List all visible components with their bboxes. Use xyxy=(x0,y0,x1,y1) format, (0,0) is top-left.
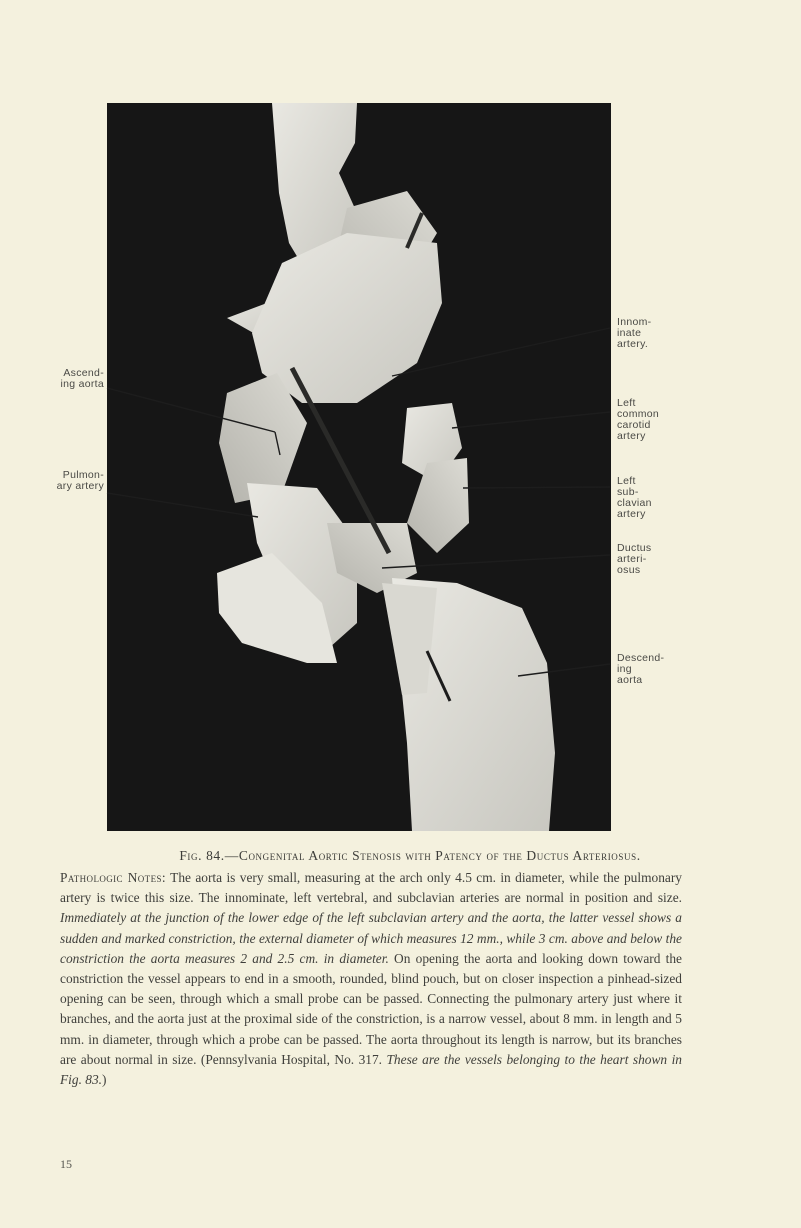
label-line: inate xyxy=(617,327,642,339)
label-ductus-arteriosus xyxy=(617,543,651,576)
label-line: common xyxy=(617,408,660,420)
specimen-photograph xyxy=(107,103,611,831)
label-line: Pulmon- xyxy=(62,469,104,481)
notes-italic-2: These are the vessels belonging to the heart shown in Fig. 83. xyxy=(60,1051,682,1088)
label-line: clavian xyxy=(617,497,652,509)
label-line: osus xyxy=(617,564,641,576)
notes-close: ) xyxy=(102,1072,107,1088)
notes-text-2: On opening the aorta and looking down toward the constriction the vessel appears to end in a smooth, rounded, blind pouch, but on closer inspection a pinhead-sized opening can be seen, through which a small probe can be passed. Connecting the pulmonary artery just where it branches, and the aorta just at the proximal side of the constriction, is a narrow vessel, about 8 mm. in length and 5 mm. in diameter, through which a probe can be passed. The aorta throughout its length is narrow, but its branches are about normal in size. (Pennsylvania Hospital, No. 317. xyxy=(60,950,683,1067)
pathologic-notes-paragraph xyxy=(60,868,682,1090)
label-line: Ductus xyxy=(617,542,652,554)
figure-caption: Fig. 84.—Congenital Aortic Stenosis with Patency of the Ductus Arteriosus. xyxy=(179,848,641,863)
label-left-subclavian-artery xyxy=(617,476,652,520)
label-line: Left xyxy=(617,475,636,487)
label-ascending-aorta xyxy=(44,368,104,390)
label-line: aorta xyxy=(617,674,643,686)
aorta-specimen-image xyxy=(107,103,611,831)
label-innominate-artery xyxy=(617,317,651,350)
label-line: sub- xyxy=(617,486,639,498)
label-line: ing xyxy=(617,663,632,675)
label-line: artery xyxy=(617,430,646,442)
label-line: Descend- xyxy=(617,652,665,664)
label-descending-aorta xyxy=(617,653,664,686)
label-line: arteri- xyxy=(617,553,647,565)
notes-lead: Pathologic Notes: xyxy=(60,870,167,885)
notes-italic-1: Immediately at the junction of the lower edge of the left subclavian artery and the aorta, the latter vessel shows a sudden and marked constriction, the external diameter of which measures 12 mm., while 3 cm. above and below the constriction the aorta measures 2 and 2.5 cm. in diameter. xyxy=(60,910,682,966)
label-line: Ascend- xyxy=(63,367,104,379)
notes-text-1: The aorta is very small, measuring at the arch only 4.5 cm. in diameter, while the pulmonary artery is twice this size. The innominate, left vertebral, and subclavian arteries are normal in position and size. xyxy=(60,870,683,906)
label-line: artery. xyxy=(617,338,649,350)
label-pulmonary-artery xyxy=(44,470,104,492)
label-line: carotid xyxy=(617,419,651,431)
label-line: artery xyxy=(617,508,646,520)
label-left-common-carotid-artery xyxy=(617,398,659,442)
page-number: 15 xyxy=(60,1157,72,1171)
label-line: Innom- xyxy=(617,316,652,328)
label-line: Left xyxy=(617,397,636,409)
label-line: ing aorta xyxy=(60,378,104,390)
label-line: ary artery xyxy=(56,480,104,492)
